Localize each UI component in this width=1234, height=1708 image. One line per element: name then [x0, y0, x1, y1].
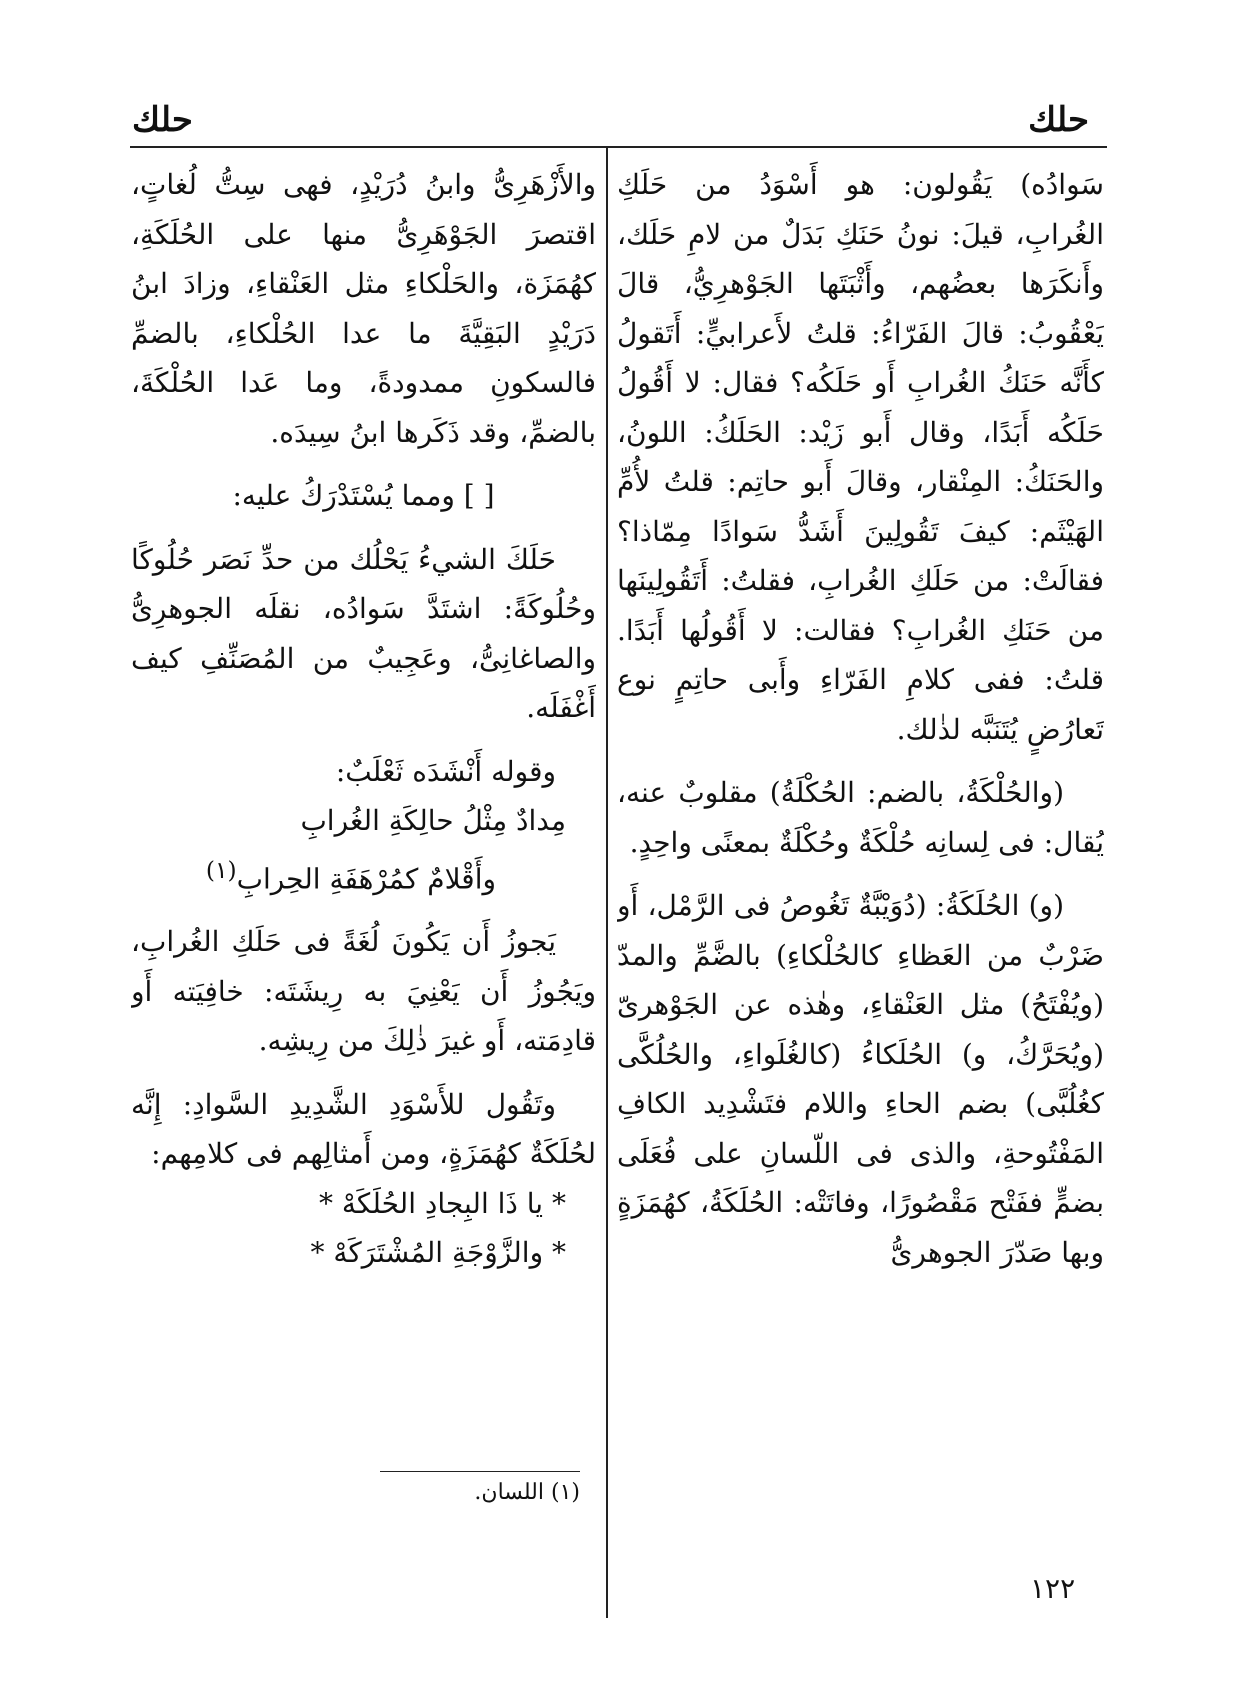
left-paragraph-1: حَلَكَ الشيءُ يَحْلُك من حدِّ نَصَر حُلُوكًا وحُلُوكَةً: اشتَدَّ سَوادُه، نقلَه الجوهرِىُّ والصاغانِىُّ، وعَجِيبٌ من المُصَنِّفِ كيف أَغْفَلَه. [131, 542, 596, 724]
footnote: (١) اللسان. [474, 1480, 580, 1505]
left-paragraph-3: يَجوزُ أَن يَكُونَ لُغَةً فى حَلَكِ الغُرابِ، ويَجُوزُ أَن يَعْنِيَ به رِيشَتَه: خافِيَته أَو قادِمَته، أَو غيرَ ذٰلِكَ من رِيشِه. [131, 925, 596, 1058]
left-paragraph-4: وتَقُول للأَسْوَدِ الشَّدِيدِ السَّوادِ: إِنَّه لحُلَكَةٌ كهُمَزَةٍ، ومن أَمثالِهم فى كلامِهم: [131, 1087, 596, 1171]
header-rule [130, 146, 1107, 148]
right-column [617, 160, 1104, 1600]
column-divider [606, 148, 608, 1618]
verse-line-3: * يا ذَا البِجادِ الحُلَكَهْ * [318, 1186, 566, 1220]
running-header-right: حلك [1028, 100, 1089, 140]
verse-line-2 [131, 846, 596, 904]
left-paragraph-2: وقوله أَنْشَدَه ثَعْلَبٌ: [335, 754, 556, 788]
footnote-marker: (١) [205, 855, 237, 884]
verse-line-2-text: وأَقْلامٌ كمُرْهَفَةِ الحِرابِ [236, 861, 496, 895]
footnote-rule [380, 1471, 580, 1472]
running-header-left: حلك [132, 100, 193, 140]
right-paragraph-2: (والحُلْكَةُ، بالضم: الحُكْلَةُ) مقلوبٌ عنه، يُقال: فى لِسانِه حُلْكَةٌ وحُكْلَةٌ بمعنًى واحِدٍ. [617, 776, 1104, 859]
verse-line-4: * والزَّوْجَةِ المُشْتَرَكَهْ * [310, 1236, 566, 1270]
left-column [131, 160, 596, 1420]
right-paragraph-1: سَوادُه) يَقُولون: هو أَسْوَدُ من حَلَكِ الغُرابِ، قيلَ: نونُ حَنَكِ بَدَلٌ من لامِ حَلَك، وأَنكَرَها بعضُهم، وأَثْبَتَها الجَوْهرِيُّ، قالَ يَعْقُوبُ: قالَ الفَرّاءُ: قلتُ لأَعرابيٍّ: أَتَقولُ كأَنَّه حَنَكُ الغُرابِ أَو حَلَكُه؟ فقال: لا أَقُولُ حَلَكُه أَبَدًا، وقال أَبو زَيْد: الحَلَكُ: اللونُ، والحَنَكُ: المِنْقار، وقالَ أَبو حاتِم: قلتُ لأُمِّ الهَيْثَم: كيفَ تَقُولِينَ أَشَدُّ سَوادًا مِمّاذا؟ فقالَتْ: من حَلَكِ الغُرابِ، فقلتُ: أَتَقُولِينَها من حَنَكِ الغُرابِ؟ فقالت: لا أَقُولُها أَبَدًا. قلتُ: ففى كلامِ الفَرّاءِ وأَبى حاتِمٍ نوع تَعارُضٍ يُتَنَبَّه لذٰلك. [617, 168, 1104, 746]
left-paragraph-intro: والأَزْهَرِىُّ وابنُ دُرَيْدٍ، فهى سِتُّ لُغاتٍ، اقتصرَ الجَوْهَرِىُّ منها على الحُلَكَةِ، كهُمَزَة، والحَلْكاءِ مثل العَنْقاءِ، وزادَ ابنُ دَرَيْدٍ البَقِيَّةَ ما عدا الحُلْكاءِ، بالضمِّ فالسكونِ ممدودةً، وما عَدا الحُلْكَةَ، بالضمِّ، وقد ذَكَرها ابنُ سِيدَه. [131, 168, 596, 449]
section-heading: [ ] ومما يُسْتَدْرَكُ عليه: [232, 479, 495, 512]
right-paragraph-3: (و) الحُلَكَةُ: (دُوَيْبَّةٌ تَغُوصُ فى الرَّمْل، أَو ضَرْبٌ من العَظاءِ كالحُلْكاءِ) بالضَّمِّ والمدّ (ويُفْتَحُ) مثل العَنْقاءِ، وهٰذه عن الجَوْهرىّ (ويُحَرَّكُ، و) الحُلَكاءُ (كالغُلَواءِ، والحُلُكَّى كغُلُبَّى) بضم الحاءِ واللام فتَشْدِيد الكافِ المَفْتُوحةِ، والذى فى اللّسانِ على فُعَلَى بضمٍّ ففَتْح مَقْصُورًا، وفاتَتْه: الحُلَكَةُ، كهُمَزَةٍ وبها صَدّرَ الجوهرىُّ [617, 889, 1104, 1269]
page-number: ١٢٢ [1030, 1572, 1076, 1605]
verse-line-1: مِدادٌ مِثْلُ حالِكَةِ الغُرابِ [300, 804, 566, 837]
